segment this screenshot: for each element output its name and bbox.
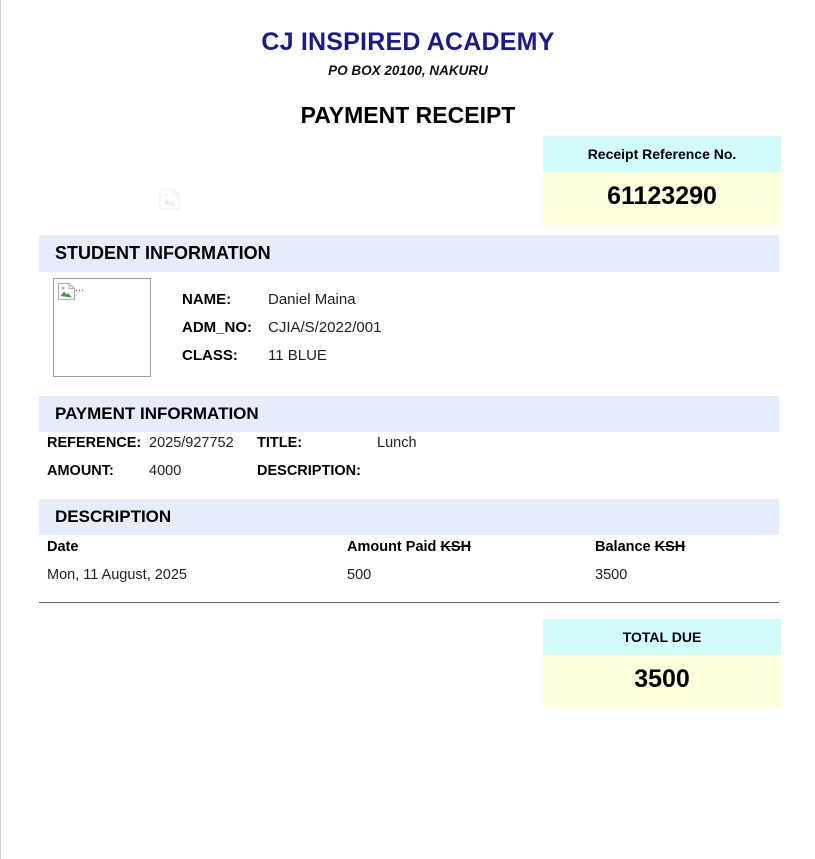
payment-information-body	[47, 435, 787, 491]
cell-date: Mon, 11 August, 2025	[47, 567, 188, 583]
column-header-date-text: Date	[47, 539, 79, 555]
payment-amount-value: 4000	[149, 463, 182, 479]
receipt-reference-value: 61123290	[543, 172, 781, 225]
column-header-date	[39, 537, 347, 567]
student-field-name	[182, 291, 381, 308]
payment-history-table	[39, 537, 779, 601]
column-header-balance-currency: KSH	[654, 539, 686, 555]
table-header-row	[39, 537, 779, 567]
receipt-reference-box	[543, 136, 781, 225]
student-photo-frame	[53, 278, 151, 377]
payment-title-value: Lunch	[377, 435, 417, 451]
student-information-body	[39, 278, 779, 377]
table-bottom-divider	[39, 602, 779, 603]
payment-reference-label: REFERENCE:	[47, 435, 142, 451]
student-photo-alt-text: ...	[75, 282, 85, 294]
cell-balance: 3500	[595, 567, 628, 583]
section-header-student-information: STUDENT INFORMATION	[39, 235, 779, 272]
table-row	[39, 567, 779, 601]
total-due-caption: TOTAL DUE	[543, 619, 781, 655]
payment-row-reference-title	[47, 435, 787, 451]
section-header-payment-information: PAYMENT INFORMATION	[39, 396, 779, 432]
student-fields	[182, 291, 381, 375]
organization-address: PO BOX 20100, NAKURU	[328, 63, 488, 78]
total-due-value: 3500	[543, 655, 781, 708]
cell-amount-paid: 500	[347, 567, 372, 583]
column-header-amount-paid-currency: KSH	[440, 539, 472, 555]
column-header-balance-text: Balance	[595, 539, 651, 555]
broken-image-icon	[159, 188, 181, 210]
student-field-adm-no-value: CJIA/S/2022/001	[268, 319, 382, 336]
student-field-class	[182, 347, 381, 364]
student-field-adm-no	[182, 319, 381, 336]
payment-description-label: DESCRIPTION:	[257, 463, 361, 479]
payment-amount-label: AMOUNT:	[47, 463, 114, 479]
student-field-adm-no-label: ADM_NO:	[182, 319, 252, 336]
column-header-balance	[595, 537, 779, 567]
organization-name: CJ INSPIRED ACADEMY	[261, 28, 555, 56]
payment-title-label: TITLE:	[257, 435, 303, 451]
receipt-reference-caption: Receipt Reference No.	[543, 136, 781, 172]
section-header-description: DESCRIPTION	[39, 499, 779, 535]
student-field-class-label: CLASS:	[182, 347, 238, 364]
school-logo-broken-image-icon	[159, 188, 183, 210]
page-title: PAYMENT RECEIPT	[300, 102, 516, 128]
student-field-name-label: NAME:	[182, 291, 232, 308]
student-photo-broken-image-icon	[58, 283, 75, 300]
payment-row-amount-description	[47, 463, 787, 479]
student-field-name-value: Daniel Maina	[268, 291, 356, 308]
column-header-amount-paid-text: Amount Paid	[347, 539, 437, 555]
student-field-class-value: 11 BLUE	[268, 347, 327, 364]
payment-reference-value: 2025/927752	[149, 435, 234, 451]
total-due-box	[543, 619, 781, 708]
column-header-amount-paid	[347, 537, 595, 567]
